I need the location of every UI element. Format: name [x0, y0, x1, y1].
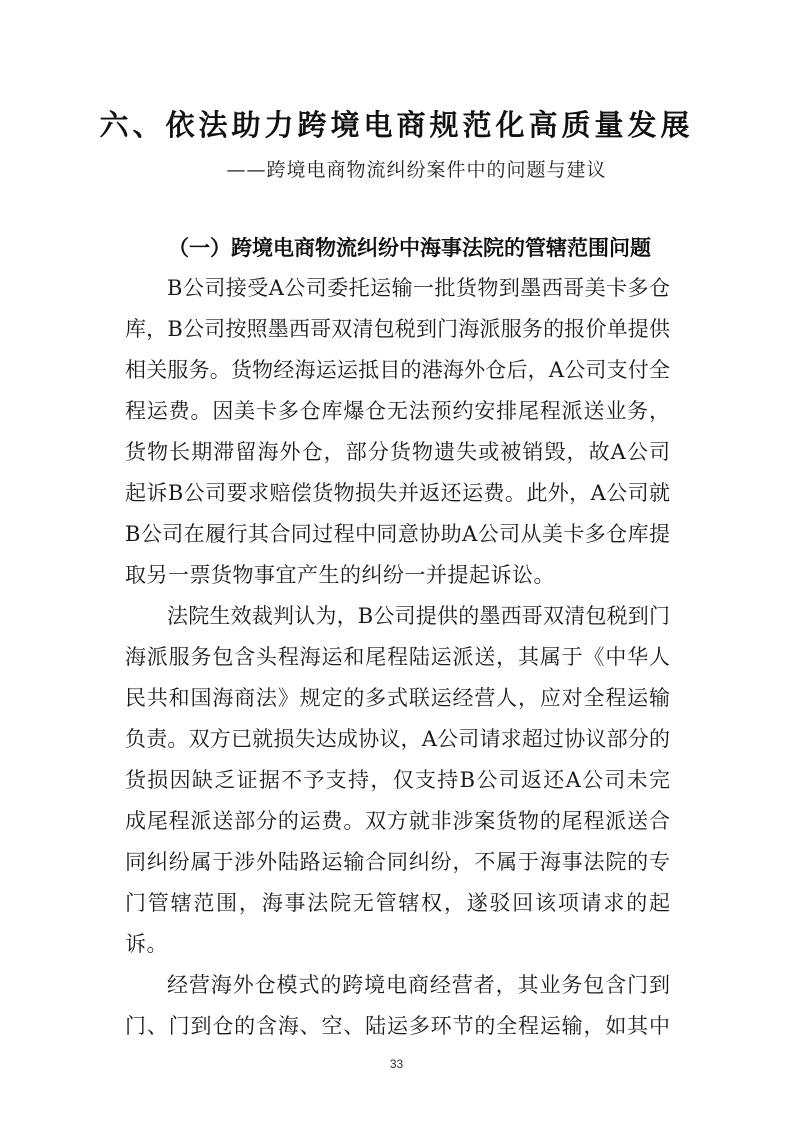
paragraph-2-line: 海派服务包含头程海运和尾程陆运派送，其属于《中华人: [125, 645, 670, 669]
paragraph-1-line: B公司接受A公司委托运输一批货物到墨西哥美卡多仓: [167, 276, 670, 300]
paragraph-2-line: 负责。双方已就损失达成协议，A公司请求超过协议部分的: [125, 727, 670, 751]
page-subtitle: ——跨境电商物流纠纷案件中的问题与建议: [226, 159, 607, 181]
paragraph-3-line: 门、门到仓的含海、空、陆运多环节的全程运输，如其中: [125, 1014, 670, 1038]
paragraph-1-line: 库，B公司按照墨西哥双清包税到门海派服务的报价单提供: [125, 317, 670, 341]
paragraph-2-line: 同纠纷属于涉外陆路运输合同纠纷，不属于海事法院的专: [125, 850, 670, 874]
paragraph-3-line: 经营海外仓模式的跨境电商经营者，其业务包含门到: [167, 973, 670, 997]
paragraph-1-line: 取另一票货物事宜产生的纠纷一并提起诉讼。: [125, 563, 555, 587]
paragraph-1-line: 相关服务。货物经海运运抵目的港海外仓后，A公司支付全: [125, 358, 670, 382]
paragraph-1-line: 起诉B公司要求赔偿货物损失并返还运费。此外，A公司就: [125, 481, 670, 505]
paragraph-2-line: 民共和国海商法》规定的多式联运经营人，应对全程运输: [125, 686, 670, 710]
page-number: 33: [389, 1057, 404, 1071]
paragraph-2-line: 门管辖范围，海事法院无管辖权，遂驳回该项请求的起: [125, 891, 670, 915]
paragraph-1-line: B公司在履行其合同过程中同意协助A公司从美卡多仓库提: [125, 522, 670, 546]
paragraph-2-line: 成尾程派送部分的运费。双方就非涉案货物的尾程派送合: [125, 809, 670, 833]
paragraph-2-line: 法院生效裁判认为，B公司提供的墨西哥双清包税到门: [167, 604, 670, 628]
paragraph-1-line: 货物长期滞留海外仓，部分货物遗失或被销毁，故A公司: [125, 440, 670, 464]
page-title: 六、依法助力跨境电商规范化高质量发展: [99, 108, 694, 142]
paragraph-2-line: 诉。: [125, 932, 168, 956]
paragraph-1-line: 程运费。因美卡多仓库爆仓无法预约安排尾程派送业务，: [125, 399, 670, 423]
paragraph-2-line: 货损因缺乏证据不予支持，仅支持B公司返还A公司未完: [125, 768, 670, 792]
section-heading: （一）跨境电商物流纠纷中海事法院的管辖范围问题: [168, 236, 651, 260]
